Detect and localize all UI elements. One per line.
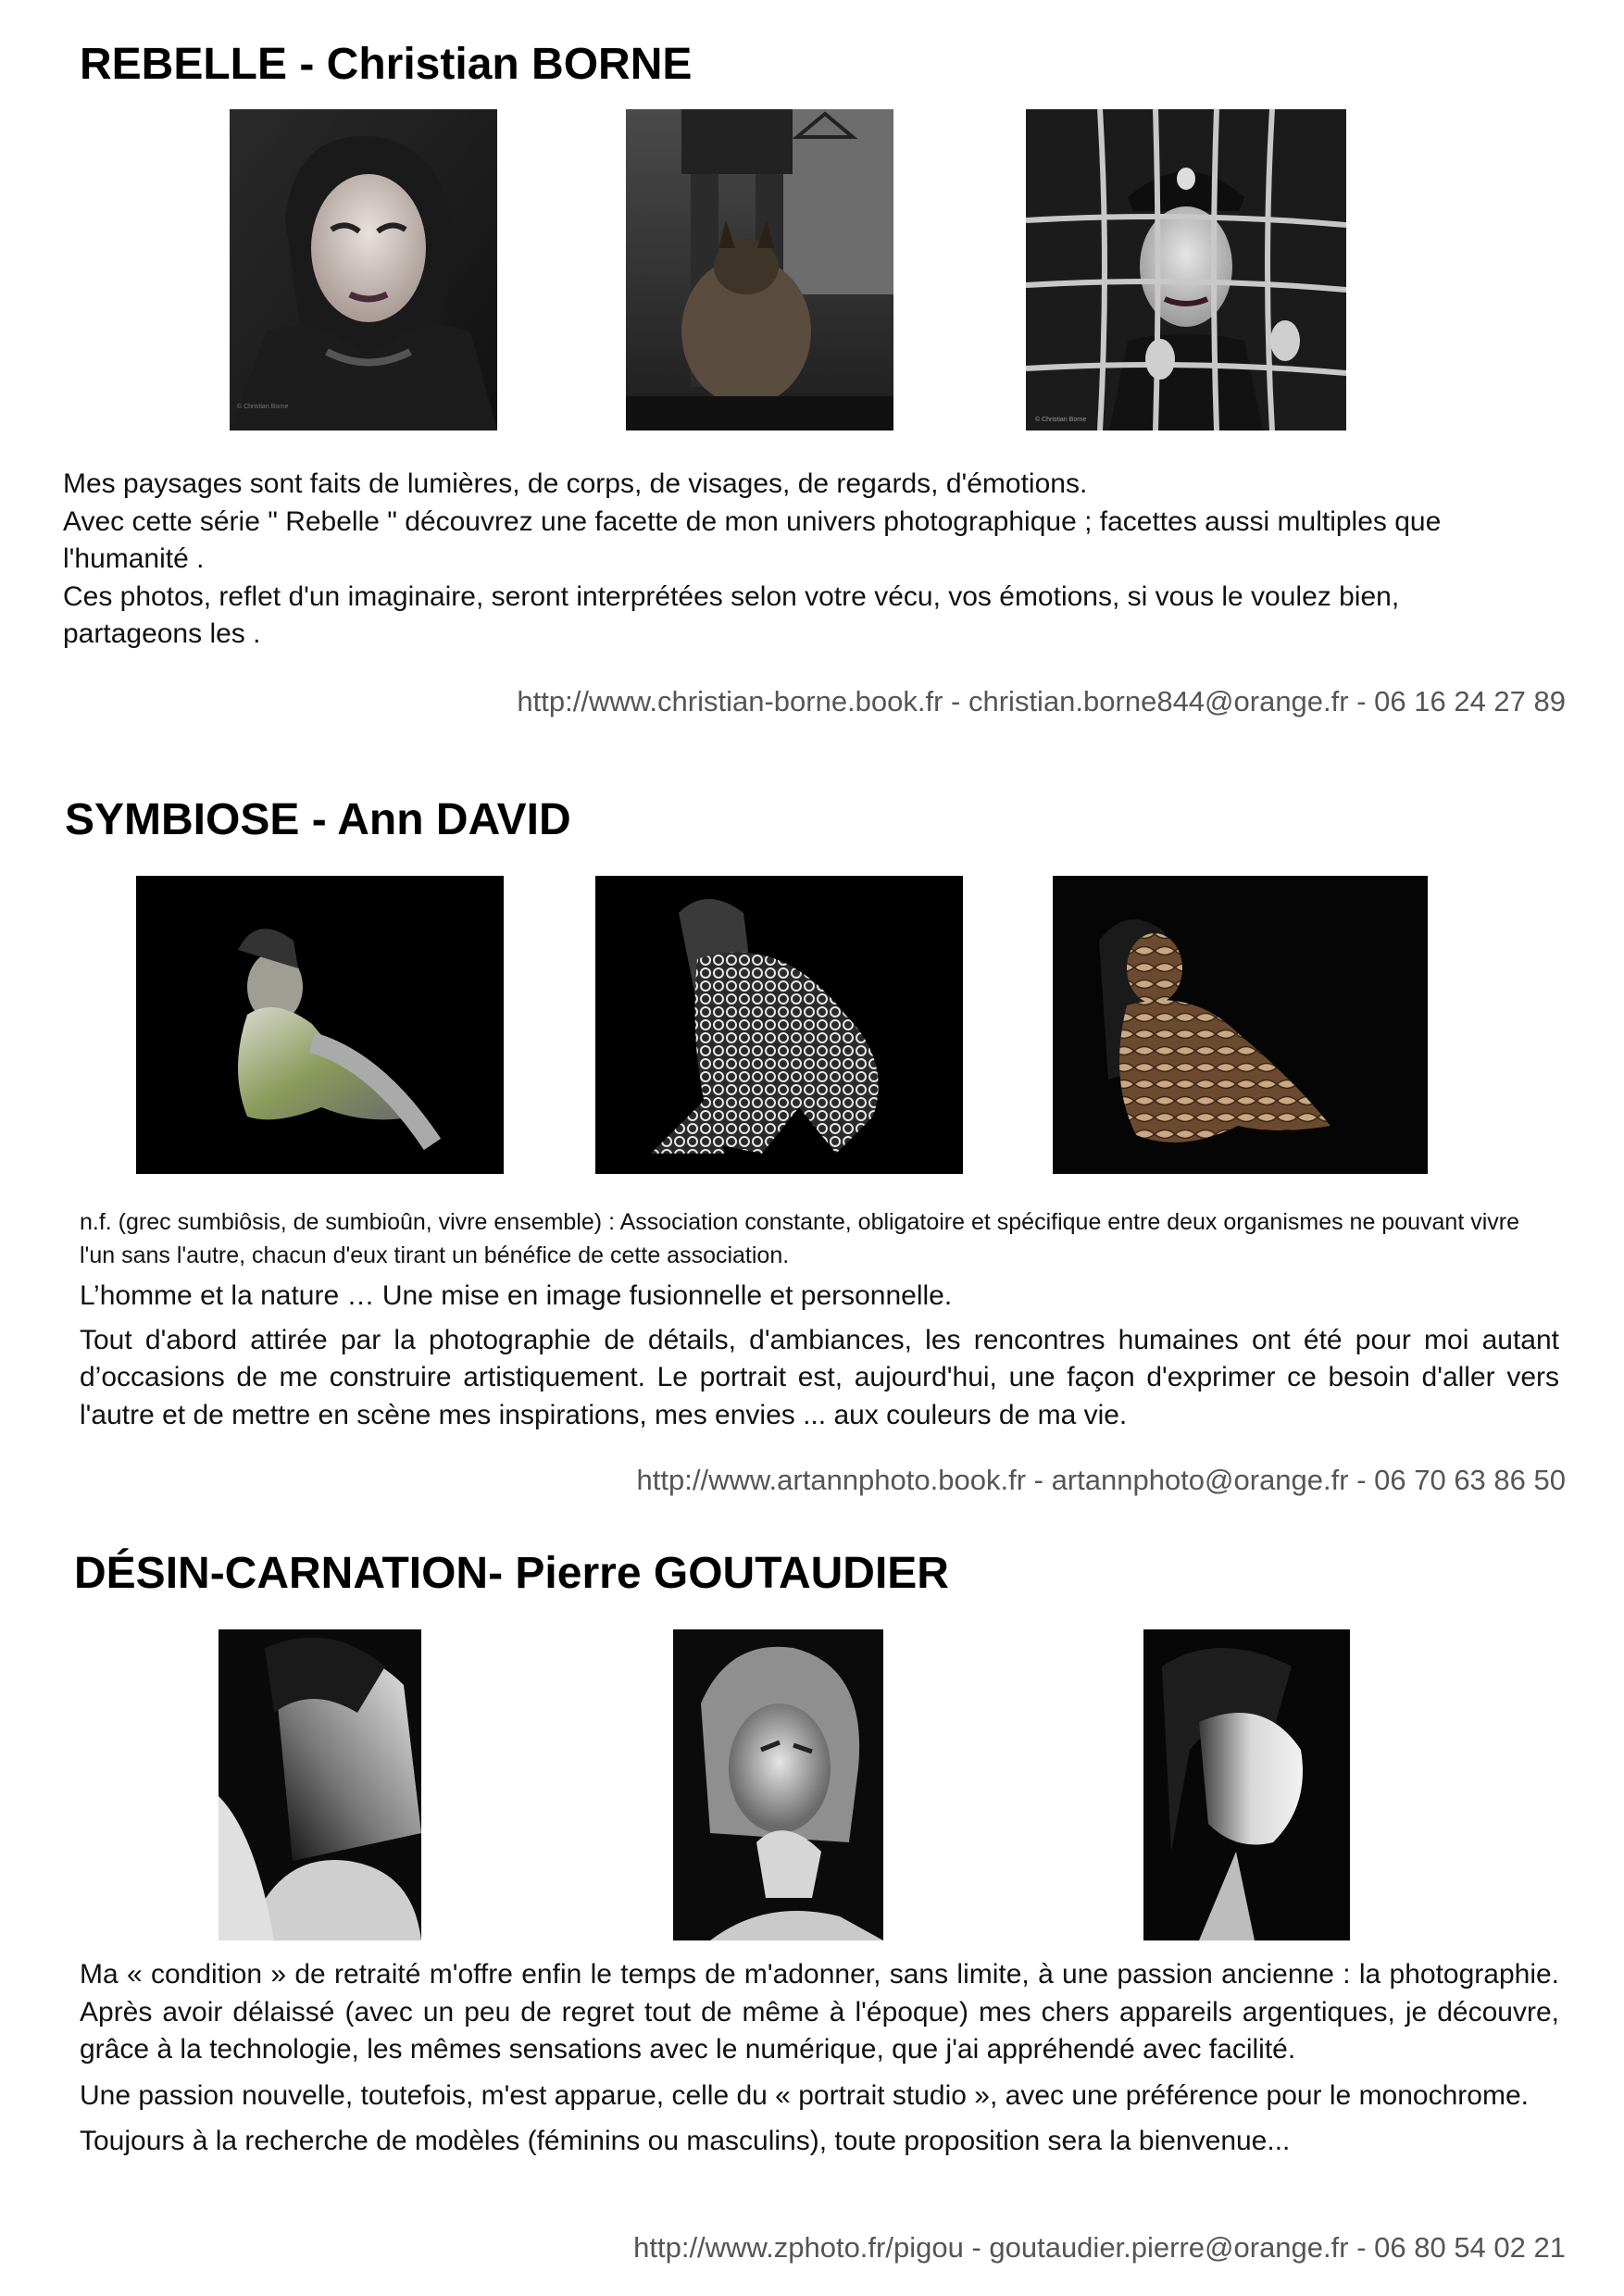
photo-watermark: © Christian Borne [1035,417,1087,423]
section-title-symbiose: SYMBIOSE - Ann DAVID [65,795,571,844]
paragraph: Ces photos, reflet d'un imaginaire, seront interprétées selon votre vécu, vos émotions, si vous le voulez bien, partageons les . [63,580,1400,649]
contact-line-symbiose: http://www.artannphoto.book.fr - artannphoto@orange.fr - 06 70 63 86 50 [636,1464,1566,1496]
photo-rebelle-portrait [230,109,497,430]
paragraph: L’homme et la nature … Une mise en image fusionnelle et personnelle. [80,1280,953,1311]
section-text-rebelle [63,466,1535,654]
photo-watermark: © Christian Borne [237,404,289,410]
photo-desin-curly-hair [673,1629,883,1940]
paragraph: Tout d'abord attirée par la photographie de détails, d'ambiances, les rencontres humaines ont été pour moi autant d’occasions de me construire artistiquement. Le portrait est, aujourd'hui, une façon d'exprimer ce besoin d'aller vers l'autre et de mettre en scène mes inspirations, mes envies ... aux couleurs de ma vie. [80,1324,1559,1430]
contact-line-desin-carnation: http://www.zphoto.fr/pigou - goutaudier.pierre@orange.fr - 06 80 54 02 21 [633,2231,1566,2264]
paragraph: Mes paysages sont faits de lumières, de corps, de visages, de regards, d'émotions. [63,468,1088,499]
paragraph: Une passion nouvelle, toutefois, m'est apparue, celle du « portrait studio », avec une préférence pour le monochrome. [80,2079,1529,2111]
photo-rebelle-cage [1026,109,1346,430]
photo-symbiose-crouching-lace [595,876,963,1174]
photo-desin-shadow-face [219,1629,421,1940]
photo-symbiose-seated-bark [1053,876,1428,1174]
section-text-symbiose [80,1278,1559,1434]
section-title-rebelle: REBELLE - Christian BORNE [80,40,693,89]
paragraph: Toujours à la recherche de modèles (féminins ou masculins), toute proposition sera la bienvenue... [80,2126,1291,2156]
section-title-desin-carnation: DÉSIN-CARNATION- Pierre GOUTAUDIER [74,1549,949,1598]
definition-symbiose: n.f. (grec sumbiôsis, de sumbioûn, vivre ensemble) : Association constante, obligatoire et spécifique entre deux organismes ne pouvant vivre l'un sans l'autre, chacun d'eux tirant un bénéfice de cette association. [80,1209,1519,1268]
photo-rebelle-dog [626,109,893,430]
photo-desin-profile [1143,1629,1350,1940]
photo-symbiose-seated-green [136,876,504,1174]
section-text-desin-carnation [80,1956,1559,2161]
paragraph: Avec cette série " Rebelle " découvrez une facette de mon univers photographique ; facettes aussi multiples que l'humanité . [63,505,1442,574]
contact-line-rebelle: http://www.christian-borne.book.fr - christian.borne844@orange.fr - 06 16 24 27 89 [517,685,1566,718]
paragraph: Ma « condition » de retraité m'offre enfin le temps de m'adonner, sans limite, à une passion ancienne : la photographie. Après avoir délaissé (avec un peu de regret tout de même à l'époque) mes chers appareils argentiques, je découvre, grâce à la technologie, les mêmes sensations avec le numérique, que j'ai appréhendé avec facilité. [80,1959,1559,2065]
